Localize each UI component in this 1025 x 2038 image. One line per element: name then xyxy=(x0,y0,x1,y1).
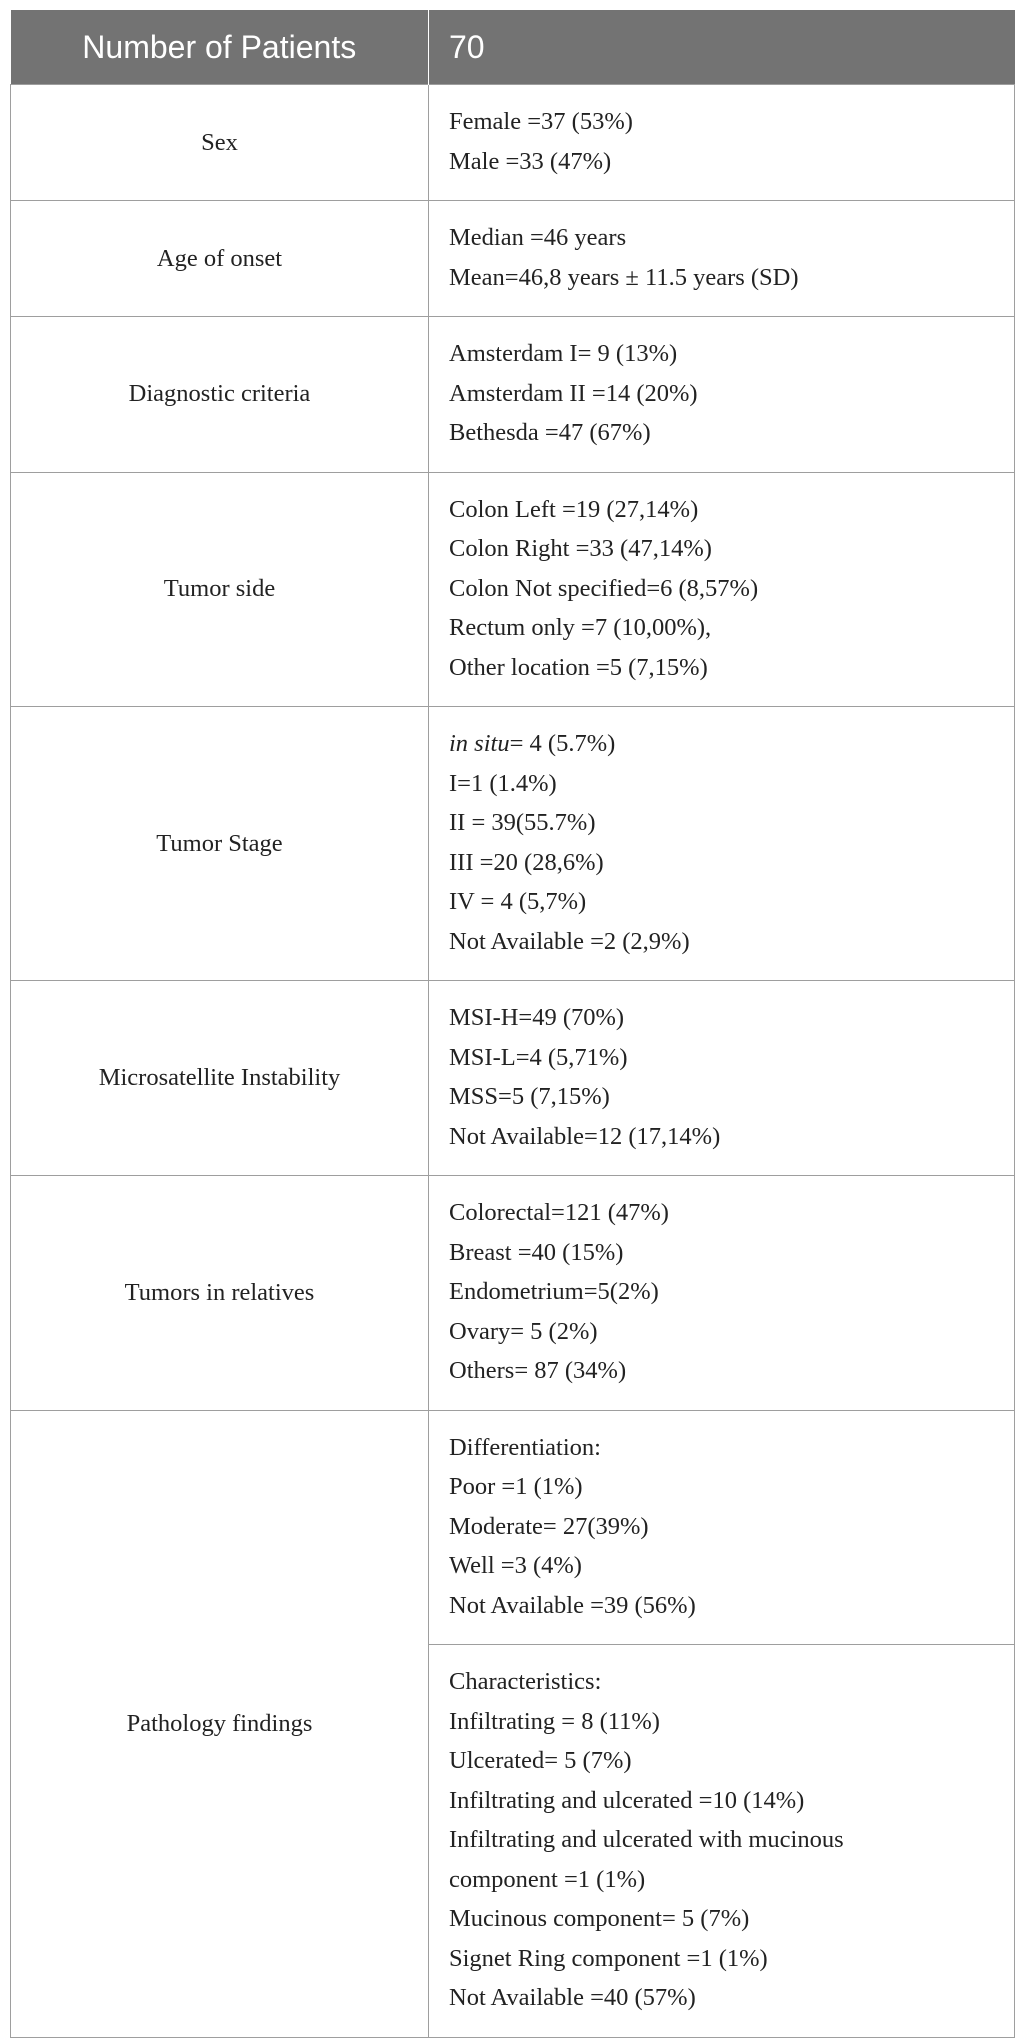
value-line: MSS=5 (7,15%) xyxy=(449,1083,610,1110)
value-line: Others= 87 (34%) xyxy=(449,1357,627,1384)
value-line: Rectum only =7 (10,00%), xyxy=(449,614,712,641)
row-label-pathology-findings: Pathology findings xyxy=(11,1410,429,2037)
row-label-sex: Sex xyxy=(11,85,429,201)
row-values-age-of-onset xyxy=(429,201,1015,317)
value-line: Colon Right =33 (47,14%) xyxy=(449,535,712,562)
value-line: Mucinous component= 5 (7%) xyxy=(449,1905,750,1932)
in-situ-value: = 4 (5.7%) xyxy=(509,730,616,757)
patient-characteristics-table xyxy=(10,10,1015,2038)
value-line: III =20 (28,6%) xyxy=(449,848,604,876)
table-row xyxy=(11,1176,1015,1411)
value-line: MSI-H=49 (70%) xyxy=(449,1004,625,1031)
value-line: Infiltrating = 8 (11%) xyxy=(449,1707,660,1735)
table-row xyxy=(11,981,1015,1176)
value-line: Ulcerated= 5 (7%) xyxy=(449,1747,632,1774)
value-line: Mean=46,8 years ± 11.5 years (SD) xyxy=(449,263,799,291)
value-line: Not Available=12 (17,14%) xyxy=(449,1122,721,1150)
value-line: Not Available =39 (56%) xyxy=(449,1591,696,1619)
value-line: Well =3 (4%) xyxy=(449,1552,582,1579)
row-label-tumors-in-relatives: Tumors in relatives xyxy=(11,1176,429,1411)
row-values-microsatellite-instability xyxy=(429,981,1015,1176)
value-line: Male =33 (47%) xyxy=(449,147,612,175)
row-values-tumor-side xyxy=(429,472,1015,707)
in-situ-label: in situ xyxy=(449,730,510,757)
row-values-differentiation xyxy=(429,1410,1015,1645)
value-line: Colon Not specified=6 (8,57%) xyxy=(449,574,759,602)
value-line: Colon Left =19 (27,14%) xyxy=(449,495,699,523)
value-line: Other location =5 (7,15%) xyxy=(449,653,708,681)
value-line: IV = 4 (5,7%) xyxy=(449,888,587,915)
row-values-sex xyxy=(429,85,1015,201)
header-patient-count: 70 xyxy=(429,10,1015,85)
value-line: Not Available =2 (2,9%) xyxy=(449,927,690,955)
table-row xyxy=(11,1410,1015,1645)
value-line: Moderate= 27(39%) xyxy=(449,1512,649,1540)
value-line: II = 39(55.7%) xyxy=(449,809,596,836)
row-label-tumor-side: Tumor side xyxy=(11,472,429,707)
value-line: Amsterdam II =14 (20%) xyxy=(449,379,698,407)
row-values-characteristics xyxy=(429,1645,1015,2038)
value-line-in-situ xyxy=(449,724,994,764)
value-line: Median =46 years xyxy=(449,224,627,251)
value-line: Bethesda =47 (67%) xyxy=(449,419,651,446)
table-row xyxy=(11,472,1015,707)
value-line: Breast =40 (15%) xyxy=(449,1238,624,1266)
row-values-tumor-stage xyxy=(429,707,1015,981)
table-row xyxy=(11,707,1015,981)
value-line: Differentiation: xyxy=(449,1433,601,1461)
table-row xyxy=(11,85,1015,201)
row-label-age-of-onset: Age of onset xyxy=(11,201,429,317)
value-line: Ovary= 5 (2%) xyxy=(449,1317,598,1345)
value-line: I=1 (1.4%) xyxy=(449,769,557,797)
value-line: Endometrium=5(2%) xyxy=(449,1278,659,1305)
table-header-row xyxy=(11,10,1015,85)
value-line: Amsterdam I= 9 (13%) xyxy=(449,340,678,367)
table-row xyxy=(11,201,1015,317)
row-label-microsatellite-instability: Microsatellite Instability xyxy=(11,981,429,1176)
value-line: Characteristics: xyxy=(449,1668,602,1695)
row-label-tumor-stage: Tumor Stage xyxy=(11,707,429,981)
value-line: MSI-L=4 (5,71%) xyxy=(449,1043,628,1071)
header-number-of-patients: Number of Patients xyxy=(11,10,429,85)
row-label-diagnostic-criteria: Diagnostic criteria xyxy=(11,317,429,473)
row-values-tumors-in-relatives xyxy=(429,1176,1015,1411)
value-line: Infiltrating and ulcerated =10 (14%) xyxy=(449,1786,805,1814)
value-line: Colorectal=121 (47%) xyxy=(449,1199,669,1226)
table-row xyxy=(11,317,1015,473)
value-line: component =1 (1%) xyxy=(449,1865,646,1893)
value-line: Not Available =40 (57%) xyxy=(449,1984,696,2011)
value-line: Signet Ring component =1 (1%) xyxy=(449,1944,768,1972)
row-values-diagnostic-criteria xyxy=(429,317,1015,473)
value-line: Poor =1 (1%) xyxy=(449,1473,583,1500)
value-line: Female =37 (53%) xyxy=(449,108,633,135)
value-line: Infiltrating and ulcerated with mucinous xyxy=(449,1826,844,1853)
